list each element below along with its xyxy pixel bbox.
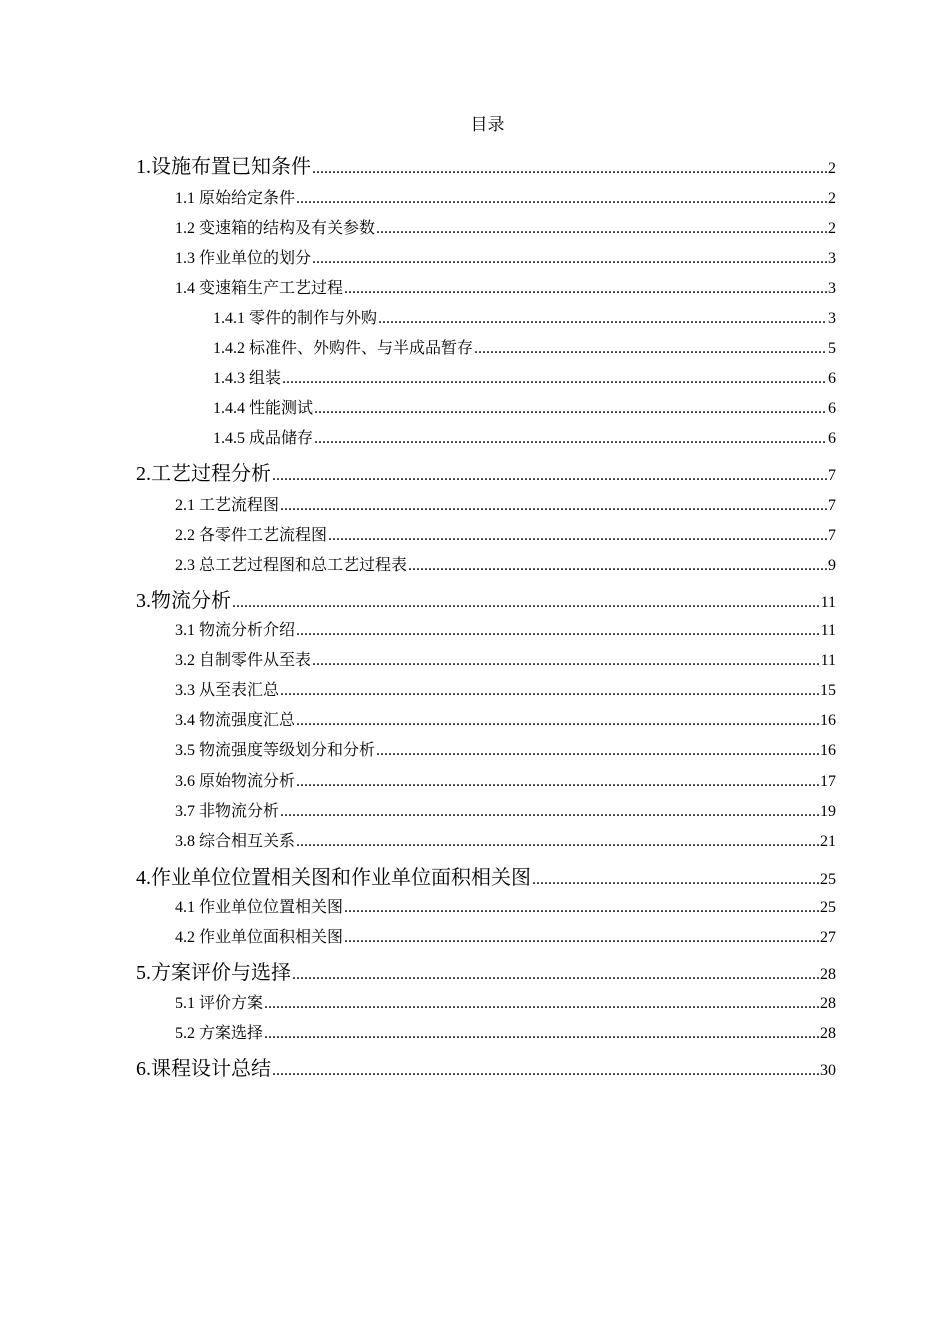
toc-entry-label: 2.2 各零件工艺流程图	[175, 527, 328, 544]
toc-entry-label: 3.3 从至表汇总	[175, 682, 280, 699]
toc-leader-dots	[328, 525, 827, 547]
toc-leader-dots	[272, 1058, 819, 1084]
toc-entry-page-number: 2	[828, 160, 836, 177]
toc-entry[interactable]	[175, 740, 836, 762]
toc-entry[interactable]	[175, 495, 836, 517]
toc-entry-page-number: 3	[828, 280, 836, 297]
toc-leader-dots	[296, 771, 819, 793]
toc-entry-label: 1.4 变速箱生产工艺过程	[175, 280, 344, 297]
toc-entry[interactable]	[175, 188, 836, 210]
toc-leader-dots	[280, 680, 819, 702]
toc-entry-page-number: 6	[828, 400, 836, 417]
toc-leader-dots	[296, 188, 827, 210]
toc-entry-page-number: 7	[828, 467, 836, 484]
toc-entry-page-number: 3	[828, 250, 836, 267]
toc-entry-page-number: 28	[820, 995, 836, 1012]
toc-entry-label: 4.2 作业单位面积相关图	[175, 929, 344, 946]
toc-title: 目录	[470, 115, 505, 134]
toc-entry[interactable]	[213, 398, 836, 420]
toc-leader-dots	[376, 218, 827, 240]
toc-leader-dots	[312, 248, 827, 270]
toc-entry-page-number: 6	[828, 430, 836, 447]
toc-leader-dots	[344, 927, 819, 949]
toc-entry-page-number: 7	[828, 527, 836, 544]
toc-leader-dots	[344, 278, 827, 300]
toc-entry-label: 1.4.2 标准件、外购件、与半成品暂存	[213, 340, 474, 357]
toc-entry[interactable]	[136, 461, 836, 489]
toc-entry-label: 3.6 原始物流分析	[175, 773, 296, 790]
toc-leader-dots	[312, 650, 820, 672]
toc-leader-dots	[296, 620, 820, 642]
toc-leader-dots	[474, 338, 827, 360]
toc-leader-dots	[376, 740, 819, 762]
toc-entry[interactable]	[136, 1056, 836, 1084]
toc-entry-label: 3.物流分析	[136, 590, 231, 612]
toc-entry-label: 5.1 评价方案	[175, 995, 264, 1012]
toc-entry-page-number: 7	[828, 497, 836, 514]
toc-entry[interactable]	[213, 368, 836, 390]
toc-entry[interactable]	[136, 588, 836, 616]
toc-entry-label: 5.方案评价与选择	[136, 962, 291, 984]
toc-entry-page-number: 11	[820, 622, 836, 639]
toc-leader-dots	[282, 368, 827, 390]
toc-leader-dots	[344, 897, 819, 919]
toc-entry-page-number: 3	[828, 310, 836, 327]
toc-entry[interactable]	[175, 993, 836, 1015]
toc-entry-label: 1.2 变速箱的结构及有关参数	[175, 220, 376, 237]
toc-entry-page-number: 28	[820, 966, 836, 983]
toc-entry[interactable]	[175, 620, 836, 642]
toc-leader-dots	[408, 555, 827, 577]
toc-entry-page-number: 11	[820, 594, 836, 611]
toc-entry-page-number: 11	[820, 652, 836, 669]
toc-leader-dots	[296, 710, 819, 732]
toc-entry-label: 4.1 作业单位位置相关图	[175, 899, 344, 916]
toc-leader-dots	[264, 1023, 819, 1045]
toc-entry[interactable]	[213, 308, 836, 330]
toc-leader-dots	[280, 801, 819, 823]
toc-entry[interactable]	[136, 865, 836, 893]
toc-leader-dots	[378, 308, 827, 330]
toc-entry[interactable]	[175, 831, 836, 853]
toc-entry[interactable]	[175, 278, 836, 300]
toc-entry[interactable]	[175, 1023, 836, 1045]
toc-entry-page-number: 2	[828, 190, 836, 207]
toc-leader-dots	[296, 831, 819, 853]
toc-entry[interactable]	[213, 338, 836, 360]
toc-entry-label: 1.3 作业单位的划分	[175, 250, 312, 267]
toc-entry[interactable]	[175, 927, 836, 949]
toc-entry[interactable]	[136, 960, 836, 988]
toc-entry-page-number: 16	[820, 742, 836, 759]
toc-entry-label: 1.4.3 组装	[213, 370, 282, 387]
toc-entry-page-number: 6	[828, 370, 836, 387]
toc-entry-label: 1.4.1 零件的制作与外购	[213, 310, 378, 327]
toc-leader-dots	[314, 398, 827, 420]
toc-entry[interactable]	[175, 897, 836, 919]
toc-entry[interactable]	[175, 248, 836, 270]
toc-entry-page-number: 30	[820, 1062, 836, 1079]
toc-entry-label: 3.7 非物流分析	[175, 803, 280, 820]
toc-entry-label: 5.2 方案选择	[175, 1025, 264, 1042]
toc-leader-dots	[292, 962, 819, 988]
toc-entry-page-number: 9	[828, 557, 836, 574]
toc-entry-page-number: 19	[820, 803, 836, 820]
toc-entry-page-number: 5	[828, 340, 836, 357]
toc-leader-dots	[312, 156, 827, 182]
toc-entry-page-number: 17	[820, 773, 836, 790]
toc-entry[interactable]	[175, 801, 836, 823]
toc-leader-dots	[264, 993, 819, 1015]
toc-entry-label: 4.作业单位位置相关图和作业单位面积相关图	[136, 867, 531, 889]
toc-entry-label: 2.工艺过程分析	[136, 463, 271, 485]
toc-entry[interactable]	[136, 154, 836, 182]
toc-entry-page-number: 21	[820, 833, 836, 850]
toc-entry-label: 1.4.5 成品储存	[213, 430, 314, 447]
toc-entry[interactable]	[175, 555, 836, 577]
toc-entry-label: 1.1 原始给定条件	[175, 190, 296, 207]
toc-entry[interactable]	[175, 525, 836, 547]
toc-entry-label: 3.1 物流分析介绍	[175, 622, 296, 639]
toc-leader-dots	[314, 428, 827, 450]
toc-entry[interactable]	[175, 710, 836, 732]
toc-entry[interactable]	[213, 428, 836, 450]
toc-entry-label: 1.设施布置已知条件	[136, 156, 311, 178]
toc-entry-label: 2.3 总工艺过程图和总工艺过程表	[175, 557, 408, 574]
toc-entry-label: 3.2 自制零件从至表	[175, 652, 312, 669]
toc-entry[interactable]	[175, 218, 836, 240]
toc-entry-label: 3.4 物流强度汇总	[175, 712, 296, 729]
toc-leader-dots	[280, 495, 827, 517]
toc-entry-page-number: 16	[820, 712, 836, 729]
toc-leader-dots	[272, 463, 827, 489]
toc-entry-label: 6.课程设计总结	[136, 1058, 271, 1080]
toc-entry-page-number: 2	[828, 220, 836, 237]
toc-entry-page-number: 25	[820, 899, 836, 916]
toc-entry-page-number: 15	[820, 682, 836, 699]
toc-entry-label: 1.4.4 性能测试	[213, 400, 314, 417]
toc-entry-label: 3.8 综合相互关系	[175, 833, 296, 850]
toc-entry-page-number: 28	[820, 1025, 836, 1042]
toc-leader-dots	[532, 867, 819, 893]
toc-entry-page-number: 25	[820, 871, 836, 888]
toc-entry-page-number: 27	[820, 929, 836, 946]
toc-leader-dots	[232, 590, 820, 616]
toc-entry[interactable]	[175, 650, 836, 672]
toc-entry-label: 3.5 物流强度等级划分和分析	[175, 742, 376, 759]
toc-entry-label: 2.1 工艺流程图	[175, 497, 280, 514]
toc-entry[interactable]	[175, 771, 836, 793]
toc-entry[interactable]	[175, 680, 836, 702]
